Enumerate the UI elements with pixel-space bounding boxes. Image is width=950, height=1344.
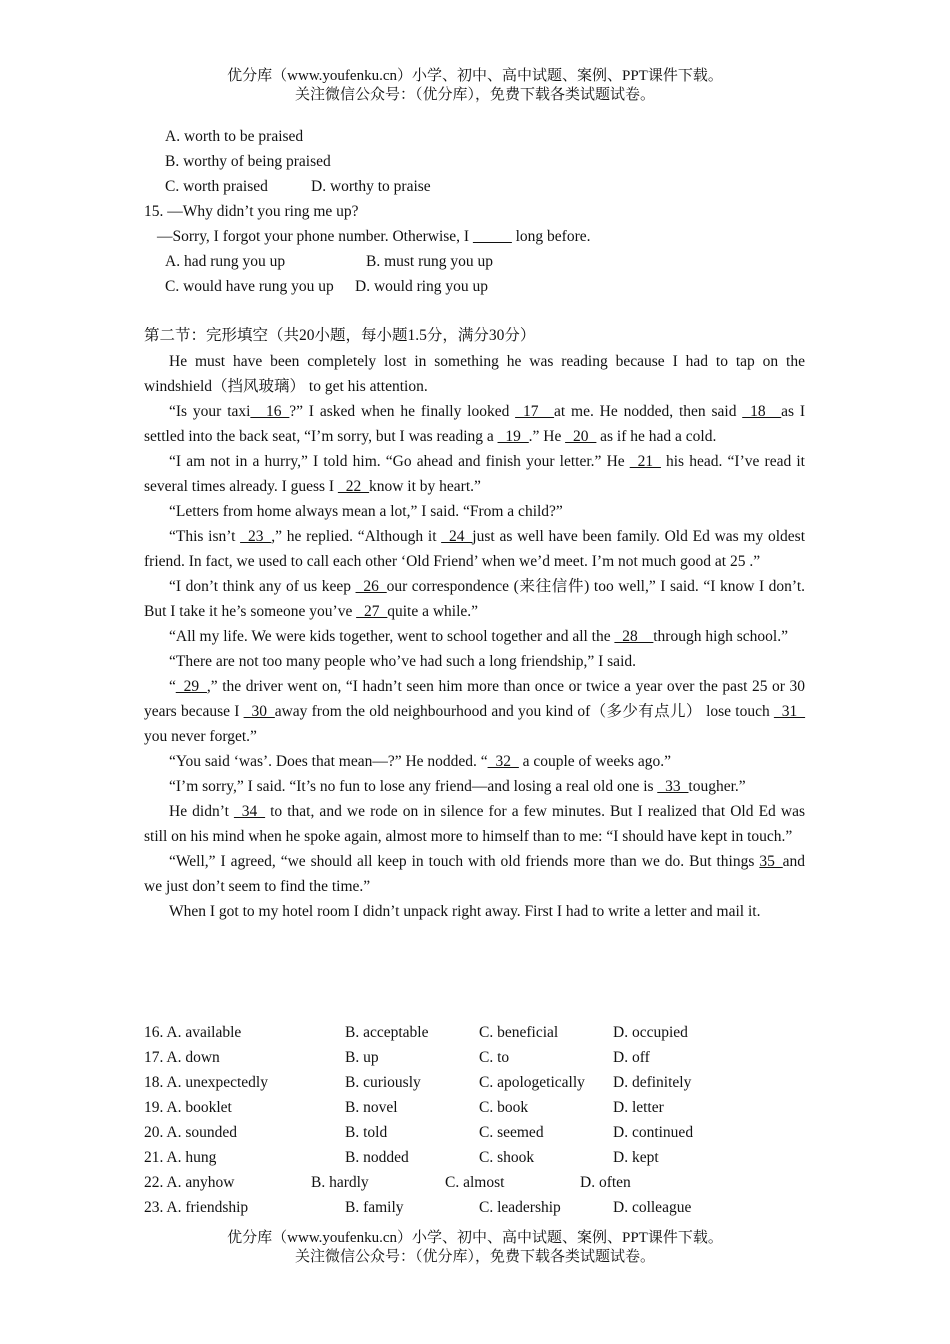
option-17-d: D. off: [613, 1049, 650, 1066]
page-header: [0, 67, 950, 105]
option-21-d: D. kept: [613, 1149, 659, 1166]
option-18-d: D. definitely: [613, 1074, 692, 1091]
blank-23: _23_: [240, 528, 272, 545]
option-22-a: 22. A. anyhow: [144, 1174, 235, 1191]
q15-reply-end: long before.: [511, 228, 591, 245]
option-20-a: 20. A. sounded: [144, 1124, 237, 1141]
blank-30: _30_: [243, 703, 275, 720]
passage-paragraph-7: “All my life. We were kids together, went to school together and all the _28__through high school.”: [169, 628, 788, 645]
option-20-c: C. seemed: [479, 1124, 544, 1141]
blank-31: _31_: [773, 703, 805, 720]
option-23-b: B. family: [345, 1199, 404, 1216]
blank-20: _20_: [565, 428, 597, 445]
option-21-b: B. nodded: [345, 1149, 409, 1166]
option-17-c: C. to: [479, 1049, 510, 1066]
blank-34: _34_: [234, 803, 265, 820]
blank-35: 35_: [759, 853, 783, 870]
passage-paragraph-14: When I got to my hotel room I didn’t unpack right away. First I had to write a letter and mail it.: [169, 903, 761, 920]
q15-question: 15. —Why didn’t you ring me up?: [144, 203, 359, 220]
q15-reply: [157, 227, 591, 247]
blank-28: _28__: [614, 628, 654, 645]
blank-27: _27_: [356, 603, 388, 620]
passage-paragraph-3: “I am not in a hurry,” I told him. “Go ahead and finish your letter.” He _21_ his head. “I’ve read it several times already. I guess I _22_know it by heart.”: [144, 453, 805, 495]
header-line-1: 优分库（www.youfenku.cn）小学、初中、高中试题、案例、PPT课件下载。: [227, 68, 723, 84]
option-17-a: 17. A. down: [144, 1049, 220, 1066]
option-23-c: C. leadership: [479, 1199, 561, 1216]
q15-option-a: A. had rung you up: [165, 253, 286, 270]
passage-paragraph-2: “Is your taxi__16_?” I asked when he finally looked _17__at me. He nodded, then said _18__as I settled into the back seat, “I’m sorry, but I was reading a _19_.” He _20_ as if he had a cold.: [144, 403, 806, 445]
q14-option-c: C. worth praised: [165, 178, 268, 195]
passage-paragraph-10: “You said ‘was’. Does that mean—?” He nodded. “_32_ a couple of weeks ago.”: [169, 753, 672, 770]
option-18-c: C. apologetically: [479, 1074, 585, 1091]
blank-33: _33_: [657, 778, 689, 795]
option-19-c: C. book: [479, 1099, 529, 1116]
passage-paragraph-12: He didn’t _34_ to that, and we rode on in silence for a few minutes. But I realized that Old Ed was still on his mind when he spoke again, almost more to himself than to me: “I should have kept in touch.”: [144, 803, 805, 845]
q15-option-c: C. would have rung you up: [165, 278, 334, 295]
footer-line-1: 优分库（www.youfenku.cn）小学、初中、高中试题、案例、PPT课件下载。: [227, 1230, 723, 1246]
blank-29: _29_: [175, 678, 207, 695]
option-22-b: B. hardly: [311, 1174, 369, 1191]
option-23-d: D. colleague: [613, 1199, 692, 1216]
cloze-passage: [144, 349, 805, 924]
passage-paragraph-6: “I don’t think any of us keep _26_our correspondence (来往信件) too well,” I said. “I know I don’t. But I take it he’s someone you’ve _27_quite a while.”: [144, 578, 805, 620]
page-footer: [0, 1229, 950, 1267]
q15-reply-start: —Sorry, I forgot your phone number. Otherwise, I: [157, 228, 473, 245]
option-20-b: B. told: [345, 1124, 388, 1141]
option-22-d: D. often: [580, 1174, 631, 1191]
passage-paragraph-9: “_29_,” the driver went on, “I hadn’t seen him more than once or twice a year over the past 25 or 30 years because I _30_away from the old neighbourhood and you kind of（多少有点儿） lose touch _31_ you never forget.”: [144, 678, 805, 745]
blank-18: _18__: [742, 403, 782, 420]
q15-blank: _____: [472, 228, 512, 245]
option-22-c: C. almost: [445, 1174, 505, 1191]
q14-option-d: D. worthy to praise: [311, 178, 431, 195]
footer-line-2: 关注微信公众号：（优分库），免费下载各类试题试卷。: [294, 1249, 655, 1265]
option-21-a: 21. A. hung: [144, 1149, 217, 1166]
blank-24: _24_: [441, 528, 473, 545]
option-23-a: 23. A. friendship: [144, 1199, 249, 1216]
q15-option-b: B. must rung you up: [366, 253, 494, 270]
option-16-a: 16. A. available: [144, 1024, 242, 1041]
option-17-b: B. up: [345, 1049, 379, 1066]
option-16-c: C. beneficial: [479, 1024, 559, 1041]
blank-32: _32_: [487, 753, 519, 770]
option-18-b: B. curiously: [345, 1074, 421, 1091]
q15-option-d: D. would ring you up: [355, 278, 489, 295]
option-21-c: C. shook: [479, 1149, 535, 1166]
passage-paragraph-5: “This isn’t _23_,” he replied. “Although it _24_just as well have been family. Old Ed was my oldest friend. In fact, we used to call each other ‘Old Friend’ when we’d meet. I’m not much good at 25 .”: [144, 528, 806, 570]
blank-21: _21_: [629, 453, 661, 470]
blank-22: _22_: [337, 478, 369, 495]
option-20-d: D. continued: [613, 1124, 694, 1141]
option-18-a: 18. A. unexpectedly: [144, 1074, 268, 1091]
q14-option-a: A. worth to be praised: [165, 128, 304, 145]
option-19-a: 19. A. booklet: [144, 1099, 232, 1116]
blank-26: _26_: [355, 578, 387, 595]
header-line-2: 关注微信公众号：（优分库），免费下载各类试题试卷。: [294, 87, 655, 103]
option-19-b: B. novel: [345, 1099, 398, 1116]
passage-paragraph-1: He must have been completely lost in something he was reading because I had to tap on the windshield（挡风玻璃） to get his attention.: [144, 353, 805, 395]
blank-16: __16_: [250, 403, 290, 420]
passage-paragraph-11: “I’m sorry,” I said. “It’s no fun to lose any friend—and losing a real old one is _33_tougher.”: [169, 778, 746, 795]
blank-17: _17__: [515, 403, 554, 420]
section-title: 第二节：完形填空（共20小题，每小题1.5分，满分30分）: [144, 327, 536, 344]
passage-paragraph-4: “Letters from home always mean a lot,” I said. “From a child?”: [169, 503, 563, 520]
option-19-d: D. letter: [613, 1099, 664, 1116]
option-16-b: B. acceptable: [345, 1024, 429, 1041]
passage-paragraph-13: “Well,” I agreed, “we should all keep in touch with old friends more than we do. But things 35_and we just don’t seem to find the time.”: [144, 853, 805, 895]
q14-option-b: B. worthy of being praised: [165, 153, 331, 170]
blank-19: _19_: [497, 428, 529, 445]
blank-25: 25: [729, 553, 746, 570]
passage-paragraph-8: “There are not too many people who’ve had such a long friendship,” I said.: [169, 653, 636, 670]
option-16-d: D. occupied: [613, 1024, 688, 1041]
